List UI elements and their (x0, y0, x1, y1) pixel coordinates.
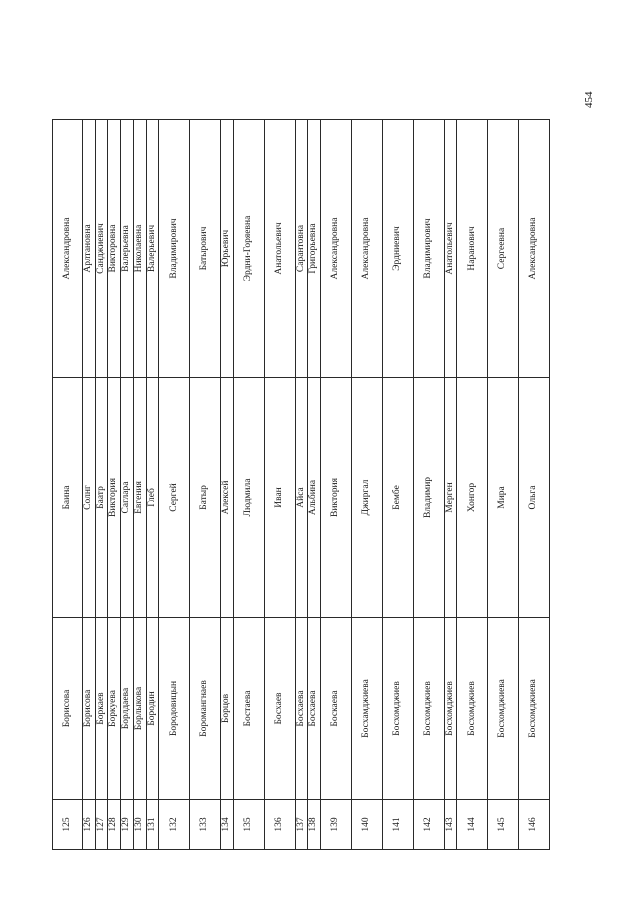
last-name: Борлыкова (133, 618, 146, 800)
table-row (382, 120, 413, 850)
last-name: Борисова (82, 618, 95, 800)
page-number: 454 (583, 91, 595, 108)
row-number: 131 (146, 800, 159, 850)
table-row (233, 120, 264, 850)
last-name: Бородовицын (159, 618, 190, 800)
last-name: Бостаева (233, 618, 264, 800)
patronymic: Валерьевна (121, 120, 134, 378)
first-name: Виктория (321, 378, 352, 618)
first-name: Хонгор (457, 378, 488, 618)
table-row (295, 120, 308, 850)
patronymic: Валерьевич (146, 120, 159, 378)
first-name: Батыр (190, 378, 221, 618)
last-name: Босхомджиев (413, 618, 444, 800)
last-name: Босхомджиев (382, 618, 413, 800)
last-name: Босхомджиев (444, 618, 457, 800)
first-name: Альбина (308, 378, 321, 618)
row-number: 135 (233, 800, 264, 850)
row-number: 128 (108, 800, 121, 850)
first-name: Ольга (519, 378, 550, 618)
first-name: Виктория (108, 378, 121, 618)
roster-table (52, 119, 550, 850)
patronymic: Анатольевич (444, 120, 457, 378)
first-name: Глеб (146, 378, 159, 618)
last-name: Босхаева (295, 618, 308, 800)
table-row (121, 120, 134, 850)
first-name: Бембе (382, 378, 413, 618)
table-row (95, 120, 108, 850)
row-number: 134 (221, 800, 234, 850)
row-number: 139 (321, 800, 352, 850)
last-name: Бородин (146, 618, 159, 800)
patronymic: Анатольевич (264, 120, 295, 378)
first-name: Людмила (233, 378, 264, 618)
table-row (351, 120, 382, 850)
last-name: Босхамджиева (351, 618, 382, 800)
table-row (308, 120, 321, 850)
first-name: Айса (295, 378, 308, 618)
row-number: 138 (308, 800, 321, 850)
last-name: Боркуева (108, 618, 121, 800)
table-row (413, 120, 444, 850)
row-number: 142 (413, 800, 444, 850)
first-name: Саглара (121, 378, 134, 618)
table-row (159, 120, 190, 850)
patronymic: Наранович (457, 120, 488, 378)
row-number: 144 (457, 800, 488, 850)
row-number: 140 (351, 800, 382, 850)
first-name: Мерген (444, 378, 457, 618)
row-number: 143 (444, 800, 457, 850)
table-row (133, 120, 146, 850)
patronymic: Арлтановна (82, 120, 95, 378)
patronymic: Эрдниевич (382, 120, 413, 378)
patronymic: Сарантовна (295, 120, 308, 378)
first-name: Евгения (133, 378, 146, 618)
table-row (221, 120, 234, 850)
row-number: 146 (519, 800, 550, 850)
row-number: 127 (95, 800, 108, 850)
table-row (190, 120, 221, 850)
row-number: 133 (190, 800, 221, 850)
last-name: Боромангнаев (190, 618, 221, 800)
table-row (53, 120, 83, 850)
patronymic: Эрдни-Горяевна (233, 120, 264, 378)
last-name: Босхомджиев (457, 618, 488, 800)
row-number: 136 (264, 800, 295, 850)
table-row (519, 120, 550, 850)
table-row (82, 120, 95, 850)
row-number: 137 (295, 800, 308, 850)
row-number: 132 (159, 800, 190, 850)
last-name: Босхаев (264, 618, 295, 800)
patronymic: Владимирович (413, 120, 444, 378)
last-name: Борлдаева (121, 618, 134, 800)
table-row (457, 120, 488, 850)
last-name: Боскаева (321, 618, 352, 800)
last-name: Босхомджиева (488, 618, 519, 800)
first-name: Владимир (413, 378, 444, 618)
patronymic: Григорьевна (308, 120, 321, 378)
table-row (321, 120, 352, 850)
patronymic: Сергеевна (488, 120, 519, 378)
table-row (488, 120, 519, 850)
row-number: 126 (82, 800, 95, 850)
table-row (108, 120, 121, 850)
row-number: 141 (382, 800, 413, 850)
patronymic: Юрьевич (221, 120, 234, 378)
last-name: Босхаева (308, 618, 321, 800)
patronymic: Владимирович (159, 120, 190, 378)
last-name: Борисова (53, 618, 83, 800)
last-name: Борцов (221, 618, 234, 800)
first-name: Баина (53, 378, 83, 618)
last-name: Босхомджиева (519, 618, 550, 800)
table-row (264, 120, 295, 850)
first-name: Мира (488, 378, 519, 618)
table-row (146, 120, 159, 850)
table-row (444, 120, 457, 850)
row-number: 129 (121, 800, 134, 850)
row-number: 130 (133, 800, 146, 850)
roster-body (53, 120, 550, 850)
patronymic: Александровна (321, 120, 352, 378)
first-name: Иван (264, 378, 295, 618)
first-name: Алексей (221, 378, 234, 618)
first-name: Джиргал (351, 378, 382, 618)
rotated-table-container (52, 120, 550, 850)
row-number: 145 (488, 800, 519, 850)
first-name: Сергей (159, 378, 190, 618)
patronymic: Николаевна (133, 120, 146, 378)
patronymic: Александровна (351, 120, 382, 378)
last-name: Боркаев (95, 618, 108, 800)
patronymic: Александровна (53, 120, 83, 378)
first-name: Солнг (82, 378, 95, 618)
patronymic: Батырович (190, 120, 221, 378)
first-name: Баатр (95, 378, 108, 618)
row-number: 125 (53, 800, 83, 850)
patronymic: Александровна (519, 120, 550, 378)
patronymic: Викторовна (108, 120, 121, 378)
patronymic: Санджиевич (95, 120, 108, 378)
